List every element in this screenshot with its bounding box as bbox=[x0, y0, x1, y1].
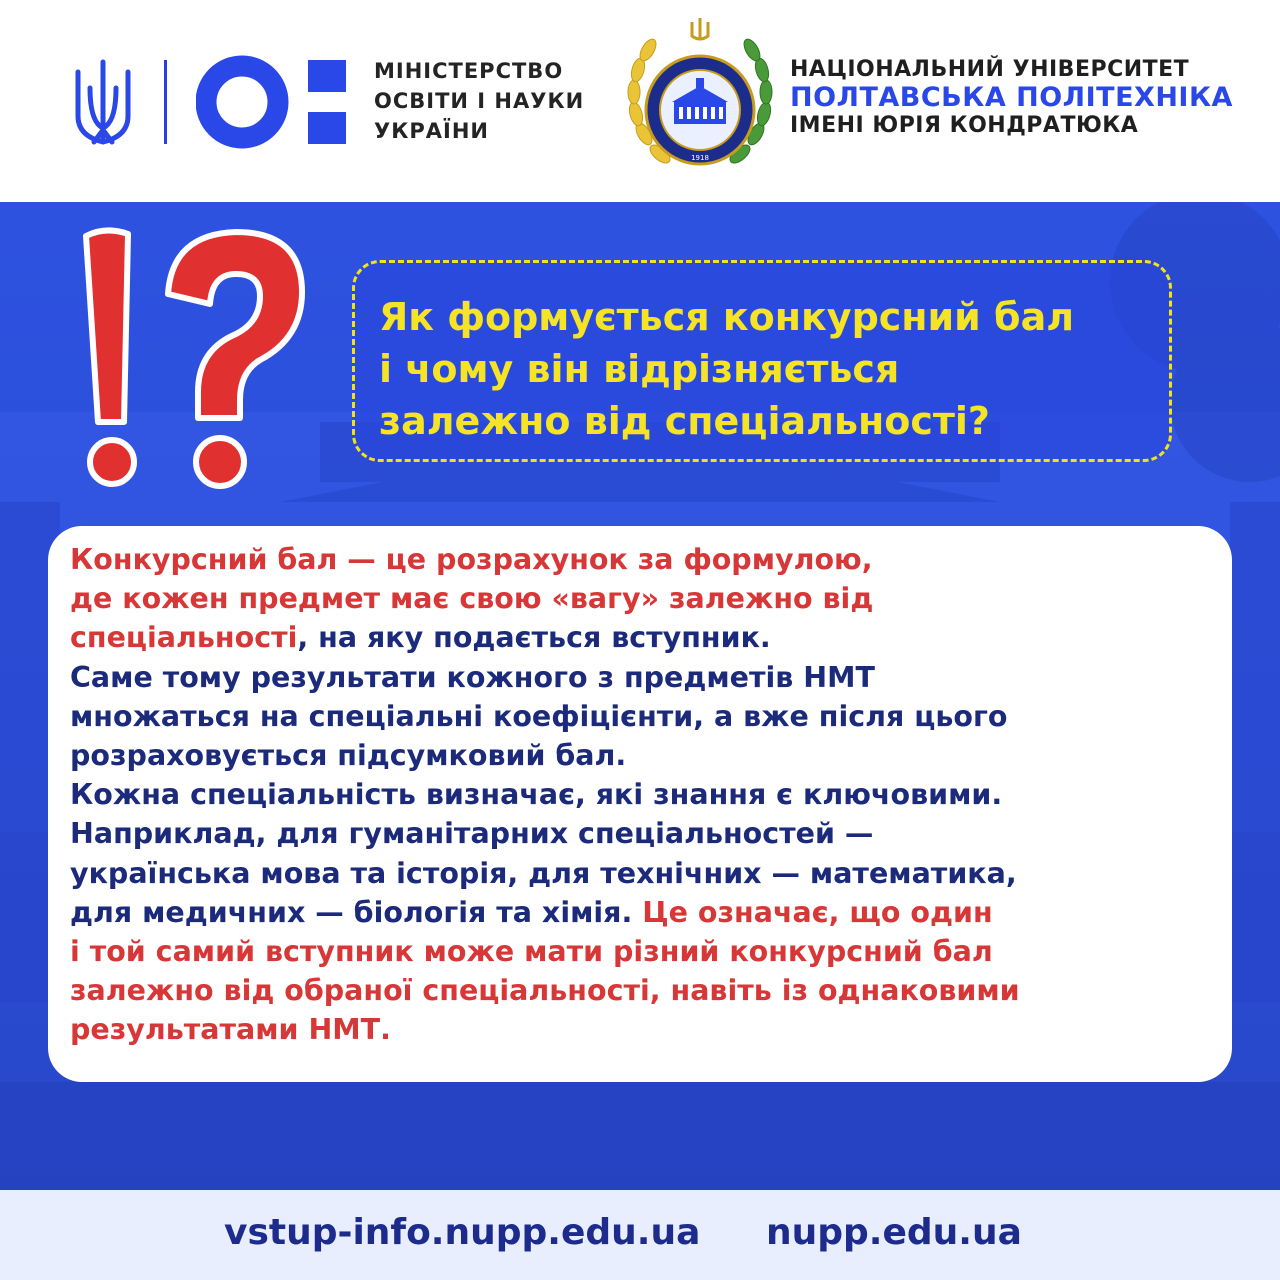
ministry-name bbox=[374, 56, 584, 146]
text-line: результатами НМТ. bbox=[70, 1013, 391, 1047]
text-line: Наприклад, для гуманітарних спеціальностей — bbox=[70, 817, 874, 851]
header-separator bbox=[164, 60, 167, 144]
title-line-1: Як формується конкурсний бал bbox=[379, 295, 1075, 339]
text-segment: для медичних — біологія та хімія. bbox=[70, 895, 633, 929]
text-segment: , на яку подається вступник. bbox=[297, 621, 771, 655]
footer bbox=[0, 1190, 1280, 1280]
ministry-line-3: УКРАЇНИ bbox=[374, 119, 489, 143]
info-card bbox=[48, 526, 1232, 1082]
title-box bbox=[352, 260, 1172, 462]
text-line: множаться на спеціальні коефіцієнти, а вже після цього bbox=[70, 699, 1008, 733]
text-line: українська мова та історія, для технічних — математика, bbox=[70, 856, 1017, 890]
university-line-3: ІМЕНІ ЮРІЯ КОНДРАТЮКА bbox=[790, 113, 1139, 138]
text-line: Кожна спеціальність визначає, які знання є ключовими. bbox=[70, 778, 1003, 812]
trident-icon bbox=[72, 58, 134, 150]
university-emblem-icon bbox=[624, 14, 776, 190]
university-line-2: ПОЛТАВСЬКА ПОЛІТЕХНІКА bbox=[790, 82, 1233, 113]
text-line: розраховується підсумковий бал. bbox=[70, 739, 627, 773]
title-line-3: залежно від спеціальності? bbox=[379, 399, 990, 443]
university-name bbox=[790, 56, 1233, 140]
header bbox=[0, 0, 1280, 202]
nupp-link[interactable]: nupp.edu.ua bbox=[766, 1212, 1022, 1253]
emblem-year: 1918 bbox=[691, 154, 709, 162]
main-panel bbox=[0, 202, 1280, 1190]
text-line: і той самий вступник може мати різний конкурсний бал bbox=[70, 935, 993, 969]
ministry-line-2: ОСВІТИ І НАУКИ bbox=[374, 89, 585, 113]
text-line: де кожен предмет має свою «вагу» залежно від bbox=[70, 582, 874, 616]
mon-logo-icon bbox=[196, 52, 356, 152]
text-segment: спеціальності bbox=[70, 621, 298, 655]
text-line: залежно від обраної спеціальності, навіть із однаковими bbox=[70, 974, 1020, 1008]
text-line bbox=[70, 618, 1220, 657]
ministry-line-1: МІНІСТЕРСТВО bbox=[374, 59, 564, 83]
info-text bbox=[70, 540, 1220, 1050]
exclamation-question-icon bbox=[76, 222, 316, 492]
vstup-info-link[interactable]: vstup-info.nupp.edu.ua bbox=[224, 1212, 701, 1253]
text-segment: Це означає, що один bbox=[632, 895, 993, 929]
university-line-1: НАЦІОНАЛЬНИЙ УНІВЕРСИТЕТ bbox=[790, 57, 1190, 82]
text-line bbox=[70, 893, 1220, 932]
title-line-2: і чому він відрізняється bbox=[379, 347, 900, 391]
text-line: Конкурсний бал — це розрахунок за формулою, bbox=[70, 543, 873, 576]
page-title bbox=[379, 291, 1159, 447]
text-line: Саме тому результати кожного з предметів НМТ bbox=[70, 660, 875, 694]
